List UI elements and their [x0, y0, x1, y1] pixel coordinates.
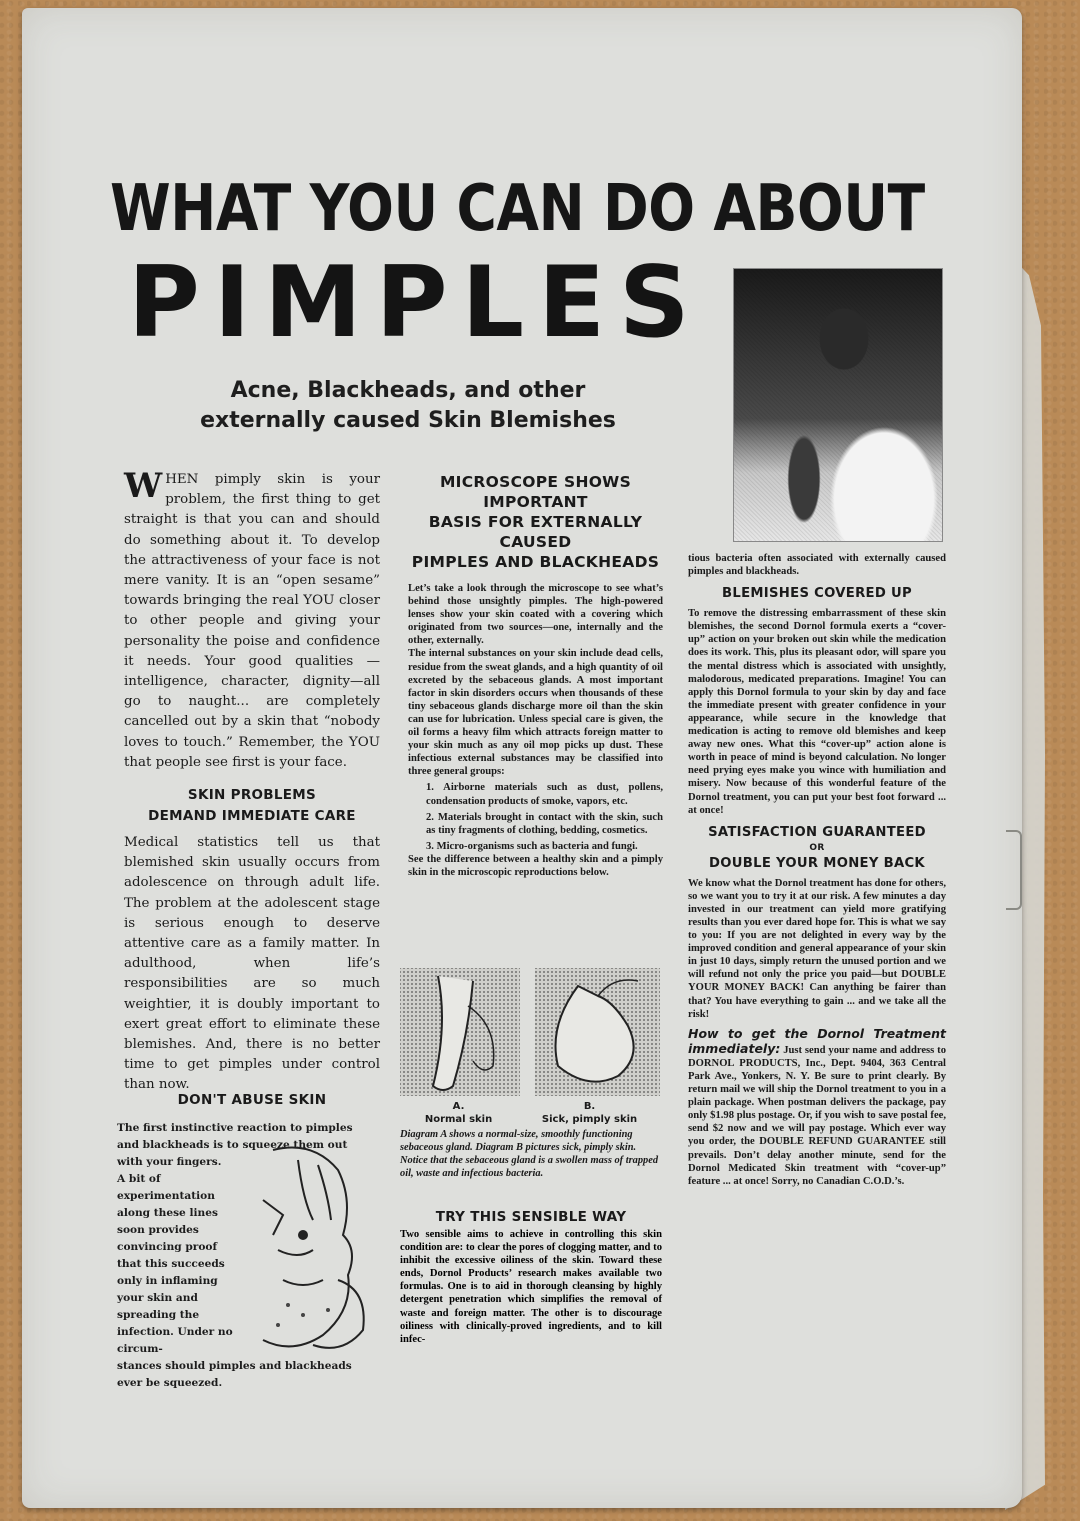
howto-text: Just send your name and address to DORNOL PRODUCTS, Inc., Dept. 9404, 363 Central Park Ave., Yonkers, N. Y. Be sure to print clearly. By return mail we will ship the Dornol treatment to you in a plain package. When postman delivers the package, pay only $1.98 plus postage. Or, if you wish to save postal fee, send $2 now and we will pay postage. Which ever way you order, the DOUBLE REFUND GUARANTEE still prevails. Don’t delay another minute, send for the Dornol Medicated Skin treatment with “cover-up” feature ... at once! Sorry, no Canadian C.O.D.’s. [688, 1044, 946, 1187]
diagram-a-letter: A. [452, 1101, 465, 1112]
staple [1006, 830, 1022, 910]
howto-paragraph [688, 1027, 946, 1188]
list-item-1: 1. Airborne materials such as dust, pollens, condensation products of smoke, vapors, etc. [426, 782, 663, 807]
diagram-a-label [425, 1100, 492, 1126]
dont-abuse-heading: DON'T ABUSE SKIN [177, 1092, 327, 1108]
list-item-2: 2. Materials brought in contact with the skin, such as tiny fragments of clothing, bedding, cosmetics. [426, 811, 663, 836]
subtitle [168, 376, 648, 436]
satisfaction-line-1: SATISFACTION GUARANTEED [708, 824, 926, 840]
try-section [400, 1207, 662, 1346]
diagram-b-caption: Sick, pimply skin [541, 1114, 638, 1125]
blemishes-text: To remove the distressing embarrassment of these skin blemishes, the second Dornol formula exerts a “cover-up” action on your broken out skin while the medication does its work. This, plus its pleasant odor, will spare you the mental distress which is associated with unsightly, malodorous, medicated preparations. Imagine! You can apply this Dornol formula to your skin by day and face the immediate present with greater confidence in your appearance, while secure in the knowledge that medication is acting to remove old blemishes and keep away new ones. What this “cover-up” action alone is worth in peace of mind is beyond calculation. No longer need prying eyes make you wince with humiliation and misery. Now because of this wonderful feature of the Dornol treatment, you can put your best foot forward ... at once! [688, 608, 946, 816]
diagram-description: Diagram A shows a normal-size, smoothly functioning sebaceous gland. Diagram B pictures sick, pimply skin. Notice that the sebaceous gland is a swollen mass of trapped oil, waste and infectious bacteria. [400, 1129, 659, 1179]
satisfaction-heading [688, 823, 946, 873]
skin-heading-line-2: DEMAND IMMEDIATE CARE [148, 808, 356, 825]
microscope-p3: See the difference between a healthy skin and a pimply skin in the microscopic reproductions below. [408, 853, 663, 878]
diagram-labels [400, 1100, 662, 1126]
dont-text-3: stances should pimples and blackheads ever be squeezed. [117, 1360, 352, 1389]
microscope-p1: Let’s take a look through the microscope to see what’s behind those unsightly pimples. The high-powered lenses show your skin coated with a covering which originated from two sources—one, internally and the other, externally. [408, 583, 663, 647]
microscope-heading [408, 472, 663, 572]
subtitle-line-2: externally caused Skin Blemishes [200, 408, 616, 433]
diagram-a [400, 968, 520, 1096]
microscope-heading-line-3: PIMPLES AND BLACKHEADS [411, 553, 660, 571]
col3-top-text: tious bacteria often associated with externally caused pimples and blackheads. [688, 553, 946, 578]
try-text: Two sensible aims to achieve in controlling this skin condition are: to clear the pores of clogging matter, and to inhibit the excessive oiliness of the skin. Toward these ends, Dornol Products’ research makes available two formulas. One is to aid in thorough cleansing by highly detergent penetration which simplifies the removal of waste and foreign matter. The other is to discourage oiliness with clinically-proved ingredients, and to kill infec- [400, 1229, 662, 1345]
squeezing-face-illustration [243, 1140, 378, 1360]
column-3 [688, 552, 946, 1188]
diagram-b-label [542, 1100, 637, 1126]
subtitle-line-1: Acne, Blackheads, and other [230, 378, 586, 403]
blemishes-heading: BLEMISHES COVERED UP [722, 586, 912, 602]
headline-pimples: PIMPLES [128, 246, 704, 360]
microscope-p2: The internal substances on your skin include dead cells, residue from the sweat glands, and a high quantity of oil excreted by the sebaceous glands. A most important factor in skin disorders occurs when thousands of these tiny sebaceous glands discharge more oil than the skin can use for lubrication. Unless special care is given, the oil forms a heavy film which attracts foreign matter to your skin much as any oil mop picks up dust. These infectious external substances may be classified into three general groups: [408, 648, 663, 778]
skin-problems-text: Medical statistics tell us that blemished skin usually occurs from adolescence on through adult life. The problem at the adolescent stage is serious enough to deserve attentive care as a family matter. In adulthood, when life’s responsibilities are so much weightier, it is doubly important to exert great effort to eliminate these blemishes. And, there is no better time to get pimples under control than now. [124, 835, 380, 1093]
dropcap: W [124, 466, 163, 506]
diagram-a-caption: Normal skin [424, 1114, 493, 1125]
skin-heading-line-1: SKIN PROBLEMS [187, 787, 317, 804]
skin-problems-heading [124, 785, 380, 827]
try-heading: TRY THIS SENSIBLE WAY [435, 1209, 627, 1225]
satisfaction-line-2: DOUBLE YOUR MONEY BACK [709, 855, 925, 871]
microscope-heading-line-2: BASIS FOR EXTERNALLY CAUSED [428, 513, 643, 551]
howto-heading: How to get the Dornol Treatment immediately: [688, 1025, 946, 1056]
microscope-heading-line-1: MICROSCOPE SHOWS IMPORTANT [439, 473, 632, 511]
diagram-captions [400, 1100, 662, 1180]
skin-diagrams [398, 966, 663, 1101]
satisfaction-text: We know what the Dornol treatment has done for others, so we want you to try it at our risk. A few minutes a day invested in our treatment can yield more gratifying results than you ever dared hope for. This is what we say to you: If you are not delighted in every way by the improved condition and general appearance of your skin in just 10 days, simply return the unused portion and we will refund not only the price you paid—but DOUBLE YOUR MONEY BACK! Can anything be fairer than that? You have everything to gain ... and we take all the risk! [688, 877, 946, 1020]
list-item-3: 3. Micro-organisms such as bacteria and fungi. [426, 840, 638, 852]
satisfaction-or: OR [809, 842, 825, 853]
microscope-photo [733, 268, 943, 542]
diagram-b-letter: B. [583, 1101, 596, 1112]
intro-text: HEN pimply skin is your problem, the first thing to get straight is that you can and should do something about it. To develop the attractiveness of your face is not mere vanity. It is an “open sesame” towards bringing the real YOU closer to other people and giving your personality the poise and confidence it needs. Your good qualities —intelligence, character, dignity—all go to naught... are completely cancelled out by a skin that “nobody loves to touch.” Remember, the YOU that people see first is your face. [124, 472, 380, 770]
column-1 [124, 466, 380, 1096]
dont-text-2: A bit of experimentation along these lines soon provides convincing proof that this succeeds only in inflaming your skin and spreading the infection. Under no circum- [117, 1173, 233, 1355]
headline-line-1: WHAT YOU CAN DO ABOUT [110, 172, 925, 246]
column-2 [408, 472, 663, 879]
dont-text-1: The first instinctive reaction to pimples and blackheads is to squeeze them out with your fingers. [117, 1122, 353, 1168]
diagram-b [535, 968, 660, 1096]
